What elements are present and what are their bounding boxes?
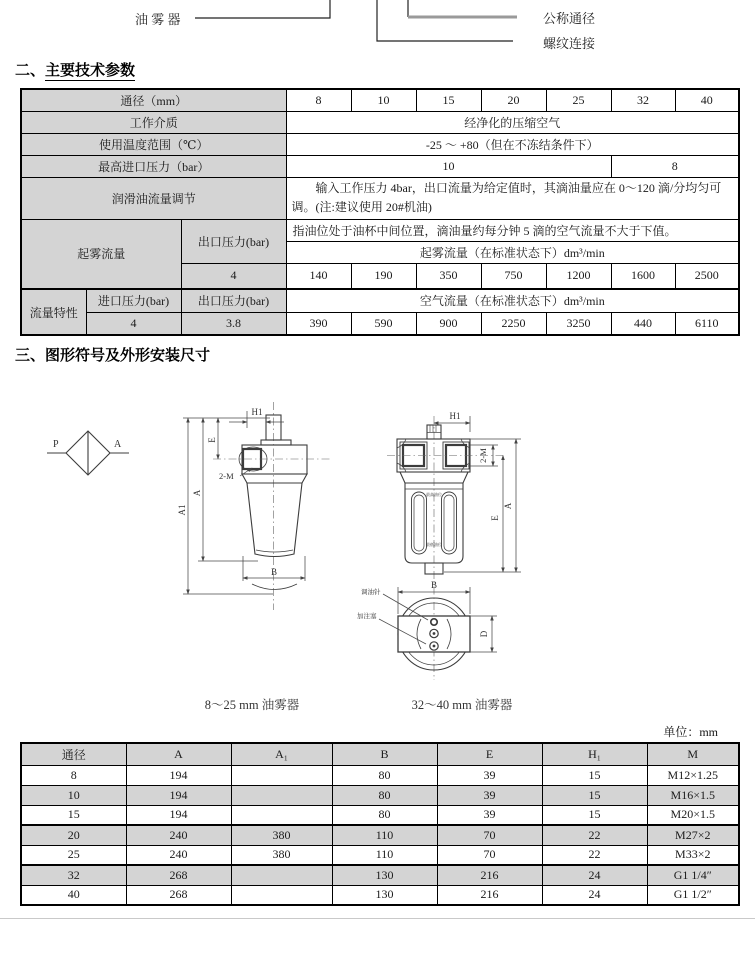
- lube-row-label: 润滑油流量调节: [21, 177, 286, 219]
- table-cell: 80: [332, 765, 437, 785]
- installation-drawings: [0, 388, 755, 718]
- table-cell: 130: [332, 865, 437, 885]
- table-cell: 40: [675, 89, 739, 111]
- drawing-32-40mm: [357, 411, 521, 680]
- fog-outlet-pressure-label: 出口压力(bar): [181, 219, 286, 263]
- table-cell: [231, 805, 332, 825]
- fog-flow-header: 起雾流量（在标准状态下）dm³/min: [286, 241, 739, 263]
- table-cell: 8: [286, 89, 351, 111]
- column-header: M: [647, 743, 739, 765]
- column-header: 通径: [21, 743, 126, 765]
- table-cell: 194: [126, 785, 231, 805]
- tech-params-table: [20, 88, 740, 336]
- table-row: [21, 785, 739, 805]
- dim-a1-label: A1: [177, 504, 187, 516]
- dim-e-label: E: [207, 437, 217, 443]
- table-cell: 40: [21, 885, 126, 905]
- section2-title: 主要技术参数: [45, 61, 136, 79]
- table-cell: 440: [611, 312, 675, 335]
- max-inlet-value-left: 10: [286, 155, 611, 177]
- row-lube-adjust: [21, 177, 739, 219]
- table-cell: 216: [437, 885, 542, 905]
- table-cell: 110: [332, 825, 437, 845]
- caption-32-40: 32～40 mm 油雾器: [411, 698, 513, 712]
- table-cell: 380: [231, 825, 332, 845]
- row-max-inlet-pressure: [21, 155, 739, 177]
- oil-level-high-label: 最高油位: [426, 492, 442, 497]
- table-cell: 10: [351, 89, 416, 111]
- table-cell: 1200: [546, 263, 611, 289]
- table-cell: 10: [21, 785, 126, 805]
- table-cell: 2250: [481, 312, 546, 335]
- legend-thread-connection-label: 螺纹连接: [543, 36, 596, 51]
- column-header: B: [332, 743, 437, 765]
- table-cell: 190: [351, 263, 416, 289]
- table-cell: M20×1.5: [647, 805, 739, 825]
- table-cell: 39: [437, 805, 542, 825]
- dimension-table: [20, 742, 740, 906]
- table-cell: 240: [126, 845, 231, 865]
- dimension-table-header: [21, 743, 739, 765]
- flow-inlet-pressure-label: 进口压力(bar): [86, 289, 181, 312]
- table-cell: 15: [416, 89, 481, 111]
- column-header: A: [126, 743, 231, 765]
- row-fog-note: [21, 219, 739, 241]
- table-cell: 6110: [675, 312, 739, 335]
- caption-8-25: 8～25 mm 油雾器: [204, 698, 300, 712]
- row-flow-header: [21, 289, 739, 312]
- legend-product-label: 油 雾 器: [135, 12, 181, 27]
- table-cell: 15: [542, 805, 647, 825]
- table-cell: 110: [332, 845, 437, 865]
- dim-e-label: E: [490, 515, 500, 521]
- table-cell: 130: [332, 885, 437, 905]
- table-cell: 20: [481, 89, 546, 111]
- table-cell: 380: [231, 845, 332, 865]
- table-cell: 900: [416, 312, 481, 335]
- table-cell: 70: [437, 845, 542, 865]
- table-cell: 1600: [611, 263, 675, 289]
- table-row: [21, 765, 739, 785]
- row-temperature: [21, 133, 739, 155]
- fog-note: 指油位处于油杯中间位置，滴油量约每分钟 5 滴的空气流量不大于下值。: [286, 219, 739, 241]
- max-inlet-value-right: 8: [611, 155, 739, 177]
- table-cell: 15: [542, 765, 647, 785]
- table-cell: M33×2: [647, 845, 739, 865]
- table-cell: 15: [542, 785, 647, 805]
- table-row: [21, 865, 739, 885]
- max-inlet-row-label: 最高进口压力（bar）: [21, 155, 286, 177]
- oil-needle-label: 调油针: [361, 589, 381, 596]
- section3-number: 三、: [15, 346, 46, 364]
- table-cell: G1 1/2″: [647, 885, 739, 905]
- fill-plug-label: 加注塞: [357, 613, 377, 620]
- row-medium: [21, 111, 739, 133]
- table-row: [21, 885, 739, 905]
- table-row: [21, 805, 739, 825]
- table-cell: 140: [286, 263, 351, 289]
- lubricator-symbol: [47, 431, 129, 475]
- table-cell: 8: [21, 765, 126, 785]
- table-cell: 39: [437, 785, 542, 805]
- table-cell: 70: [437, 825, 542, 845]
- dim-2m-label: 2-M: [219, 471, 234, 481]
- table-cell: [231, 785, 332, 805]
- symbol-port-a-label: A: [114, 439, 122, 450]
- table-cell: 194: [126, 805, 231, 825]
- medium-row-label: 工作介质: [21, 111, 286, 133]
- flow-characteristic-label: 流量特性: [21, 289, 86, 335]
- table-cell: 590: [351, 312, 416, 335]
- table-cell: 350: [416, 263, 481, 289]
- dim-h1-label: H1: [449, 411, 461, 421]
- dim-h1-label: H1: [251, 407, 263, 417]
- table-cell: 268: [126, 885, 231, 905]
- table-cell: M16×1.5: [647, 785, 739, 805]
- table-cell: 390: [286, 312, 351, 335]
- table-cell: 2500: [675, 263, 739, 289]
- table-cell: 194: [126, 765, 231, 785]
- dim-b-label: B: [430, 580, 438, 590]
- table-cell: 20: [21, 825, 126, 845]
- table-cell: M27×2: [647, 825, 739, 845]
- table-cell: 750: [481, 263, 546, 289]
- lube-description: 输入工作压力 4bar，出口流量为给定值时，其滴油量应在 0～120 滴/分均匀可调。(注:建议使用 20#机油): [286, 177, 739, 219]
- legend-nominal-diameter-label: 公称通径: [543, 11, 596, 26]
- table-cell: 216: [437, 865, 542, 885]
- diameter-row-label: 通径（mm）: [21, 89, 286, 111]
- flow-outlet-pressure-label: 出口压力(bar): [181, 289, 286, 312]
- dim-b-label: B: [270, 567, 278, 577]
- table-cell: [231, 865, 332, 885]
- dim-a-label: A: [192, 489, 202, 497]
- table-cell: 3250: [546, 312, 611, 335]
- section2-heading: [15, 59, 135, 80]
- temperature-value: -25 ～ +80（但在不冻结条件下）: [286, 133, 739, 155]
- flow-inlet-pressure-value: 4: [86, 312, 181, 335]
- table-cell: G1 1/4″: [647, 865, 739, 885]
- table-cell: 268: [126, 865, 231, 885]
- drawing-8-25mm: [177, 402, 330, 610]
- table-cell: 25: [21, 845, 126, 865]
- symbol-port-p-label: P: [53, 439, 59, 450]
- dim-2m-label: 2-M: [478, 448, 488, 463]
- table-cell: 32: [611, 89, 675, 111]
- table-row: [21, 845, 739, 865]
- flow-header: 空气流量（在标准状态下）dm³/min: [286, 289, 739, 312]
- page-footer-divider: [0, 918, 755, 919]
- fog-outlet-pressure-value: 4: [181, 263, 286, 289]
- section3-heading: [15, 344, 210, 365]
- dim-a-label: A: [503, 502, 513, 510]
- row-flow-values: [21, 312, 739, 335]
- table-cell: 39: [437, 765, 542, 785]
- row-diameter: [21, 89, 739, 111]
- fog-flow-label: 起雾流量: [21, 219, 181, 289]
- table-row: [21, 825, 739, 845]
- model-legend-lines: [0, 0, 755, 58]
- column-header: H₁: [542, 743, 647, 765]
- table-cell: 24: [542, 865, 647, 885]
- table-cell: [231, 885, 332, 905]
- table-cell: 22: [542, 825, 647, 845]
- dim-d-label: D: [479, 630, 489, 638]
- column-header: A₁: [231, 743, 332, 765]
- table-cell: 24: [542, 885, 647, 905]
- table-cell: 80: [332, 785, 437, 805]
- table-cell: 80: [332, 805, 437, 825]
- section3-title: 图形符号及外形安装尺寸: [45, 346, 211, 364]
- table-cell: 25: [546, 89, 611, 111]
- unit-note: 单位：mm: [663, 725, 718, 739]
- temperature-row-label: 使用温度范围（℃）: [21, 133, 286, 155]
- table-cell: 32: [21, 865, 126, 885]
- column-header: E: [437, 743, 542, 765]
- table-cell: 15: [21, 805, 126, 825]
- oil-level-low-label: 最低油位: [426, 542, 442, 547]
- table-cell: 240: [126, 825, 231, 845]
- medium-value: 经净化的压缩空气: [286, 111, 739, 133]
- table-cell: 22: [542, 845, 647, 865]
- table-cell: [231, 765, 332, 785]
- section2-number: 二、: [15, 61, 46, 79]
- table-cell: M12×1.25: [647, 765, 739, 785]
- flow-outlet-pressure-value: 3.8: [181, 312, 286, 335]
